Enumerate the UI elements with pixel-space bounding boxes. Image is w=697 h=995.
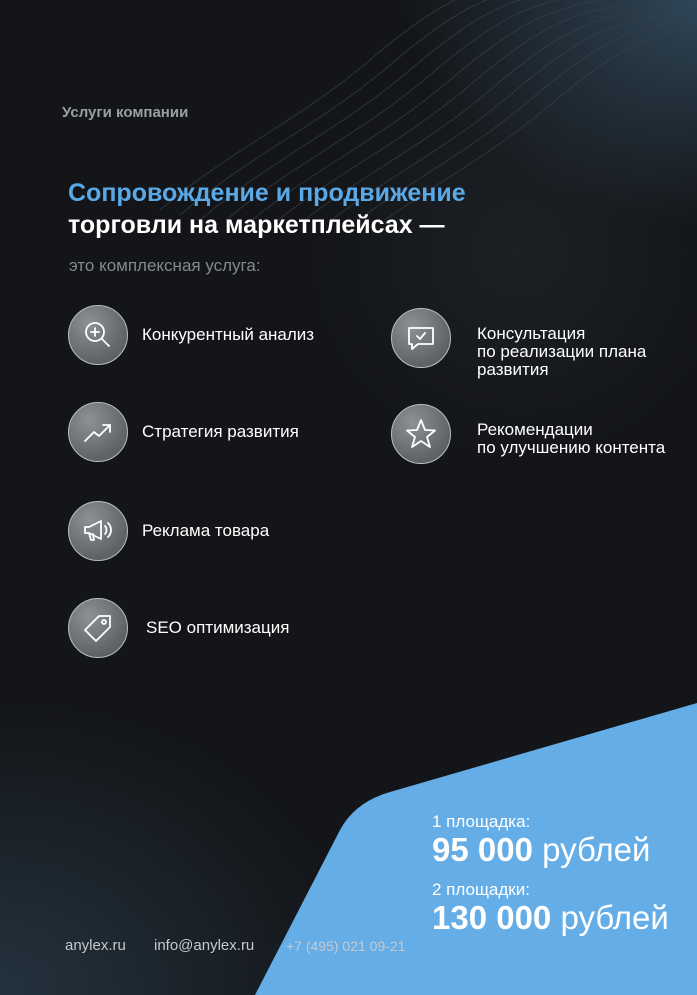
price-value: 130 000 рублей	[432, 899, 669, 936]
price-label: 2 площадки:	[432, 880, 530, 899]
footer-email-link[interactable]: info@anylex.ru	[154, 937, 255, 954]
service-label-multiline: Рекомендации по улучшению контента	[477, 420, 666, 457]
service-label: Реклама товара	[142, 521, 270, 540]
footer-site-link[interactable]: anylex.ru	[65, 937, 126, 954]
service-label-multiline: Консультация по реализации плана развития	[477, 324, 647, 379]
footer-phone[interactable]: +7 (495) 021 09-21	[286, 938, 406, 954]
service-label: Конкурентный анализ	[142, 325, 315, 344]
service-label: SEO оптимизация	[146, 618, 290, 637]
price-one-platform	[432, 812, 650, 868]
subtitle: это комплексная услуга:	[69, 256, 261, 275]
service-label: Стратегия развития	[142, 422, 299, 441]
price-label: 1 площадка:	[432, 812, 531, 831]
price-two-platforms	[432, 880, 669, 936]
headline-line-1: Сопровождение и продвижение	[68, 179, 466, 207]
price-value: 95 000 рублей	[432, 831, 651, 868]
headline-line-2: торговли на маркетплейсах —	[68, 211, 445, 239]
section-label: Услуги компании	[62, 104, 189, 121]
